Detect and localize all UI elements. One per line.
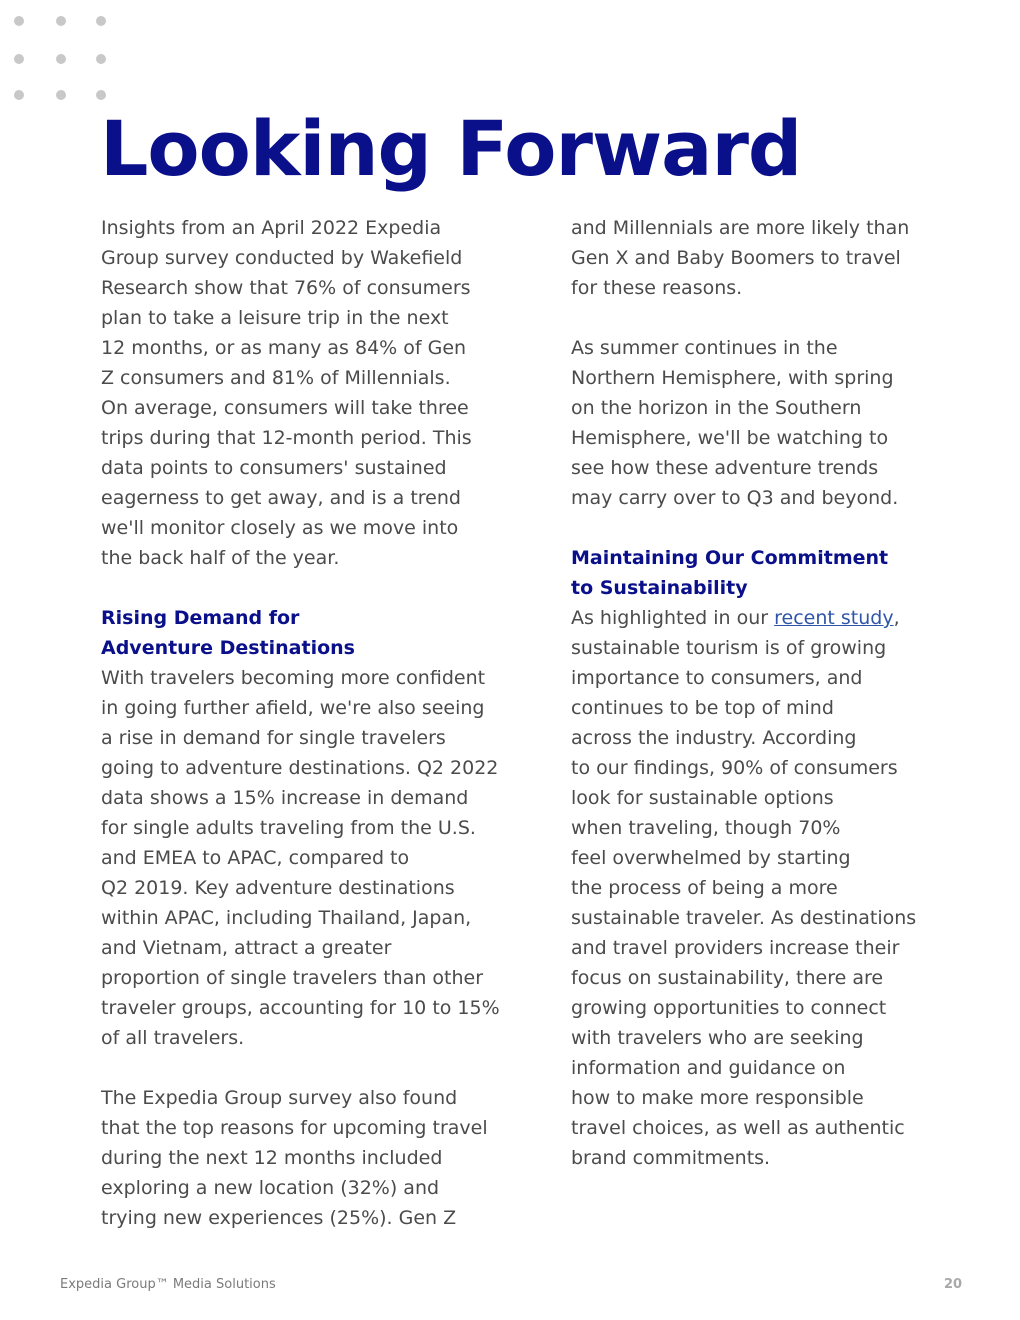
paragraph-spacer [101,1053,521,1083]
left-column [101,213,521,1233]
text-line: continues to be top of mind [571,697,834,719]
text-line: trying new experiences (25%). Gen Z [101,1207,457,1229]
text-line: may carry over to Q3 and beyond. [571,487,899,509]
text-line: to our findings, 90% of consumers [571,757,898,779]
right-column [571,213,931,1173]
continued-paragraph [571,213,931,303]
heading-line: Maintaining Our Commitment [571,547,889,569]
page-number: 20 [944,1277,963,1292]
text-line: Hemisphere, we'll be watching to [571,427,889,449]
text-line: for these reasons. [571,277,743,299]
paragraph-spacer [571,303,931,333]
section-heading-adventure [101,603,521,663]
dot-icon [14,54,24,64]
text-line: plan to take a leisure trip in the next [101,307,449,329]
text-line: and Millennials are more likely than [571,217,910,239]
text-line: data shows a 15% increase in demand [101,787,469,809]
text-line: we'll monitor closely as we move into [101,517,459,539]
text-line: proportion of single travelers than other [101,967,484,989]
text-line: information and guidance on [571,1057,846,1079]
intro-paragraph [101,213,521,573]
text-line: look for sustainable options [571,787,834,809]
text-line: in going further afield, we're also seeing [101,697,485,719]
text-line: data points to consumers' sustained [101,457,447,479]
decorative-dot-grid [14,16,114,106]
adventure-paragraph [101,663,521,1053]
text-line: within APAC, including Thailand, Japan, [101,907,472,929]
text-line: a rise in demand for single travelers [101,727,446,749]
text-line: Q2 2019. Key adventure destinations [101,877,455,899]
text-line: Insights from an April 2022 Expedia [101,217,442,239]
text-line: for single adults traveling from the U.S. [101,817,476,839]
dot-icon [96,16,106,26]
heading-line: Rising Demand for [101,607,300,629]
sustainability-paragraph [571,603,931,1173]
survey-paragraph [101,1083,521,1233]
text-line: Northern Hemisphere, with spring [571,367,894,389]
recent-study-link[interactable]: recent study [774,607,894,629]
paragraph-spacer [571,513,931,543]
text-line: Z consumers and 81% of Millennials. [101,367,451,389]
link-trailing-text: , [893,607,900,629]
text-line: traveler groups, accounting for 10 to 15% [101,997,500,1019]
text-line-with-link [571,603,931,633]
text-line: and travel providers increase their [571,937,900,959]
text-line: growing opportunities to connect [571,997,887,1019]
text-line: brand commitments. [571,1147,771,1169]
text-line: sustainable traveler. As destinations [571,907,917,929]
text-line: exploring a new location (32%) and [101,1177,440,1199]
text-line: focus on sustainability, there are [571,967,884,989]
heading-line: to Sustainability [571,577,748,599]
text-line: when traveling, though 70% [571,817,841,839]
text-line: that the top reasons for upcoming travel [101,1117,488,1139]
paragraph-spacer [101,573,521,603]
text-line: feel overwhelmed by starting [571,847,851,869]
text-line: the back half of the year. [101,547,340,569]
text-line: on the horizon in the Southern [571,397,862,419]
dot-icon [96,54,106,64]
text-line: and Vietnam, attract a greater [101,937,392,959]
text-line: On average, consumers will take three [101,397,469,419]
text-line: 12 months, or as many as 84% of Gen [101,337,467,359]
text-line: The Expedia Group survey also found [101,1087,458,1109]
text-line: during the next 12 months included [101,1147,443,1169]
text-line: of all travelers. [101,1027,245,1049]
dot-icon [56,16,66,26]
text-line: across the industry. According [571,727,857,749]
page-title: Looking Forward [100,104,802,193]
text-line: and EMEA to APAC, compared to [101,847,410,869]
text-line: Group survey conducted by Wakefield [101,247,463,269]
text-line: eagerness to get away, and is a trend [101,487,461,509]
dot-icon [56,54,66,64]
dot-icon [56,90,66,100]
text-line: going to adventure destinations. Q2 2022 [101,757,499,779]
text-line: Research show that 76% of consumers [101,277,471,299]
text-line: importance to consumers, and [571,667,863,689]
text-line: see how these adventure trends [571,457,879,479]
dot-icon [14,16,24,26]
text-line: Gen X and Baby Boomers to travel [571,247,901,269]
text-line: sustainable tourism is of growing [571,637,887,659]
footer-brand: Expedia Group™ Media Solutions [60,1277,276,1292]
heading-line: Adventure Destinations [101,637,355,659]
text-line: with travelers who are seeking [571,1027,864,1049]
text-line: With travelers becoming more confident [101,667,486,689]
dot-icon [14,90,24,100]
text-line: trips during that 12-month period. This [101,427,472,449]
summer-paragraph [571,333,931,513]
text-line: travel choices, as well as authentic [571,1117,905,1139]
link-lead-text: As highlighted in our [571,607,775,629]
text-line: the process of being a more [571,877,838,899]
text-line: As summer continues in the [571,337,838,359]
dot-icon [96,90,106,100]
section-heading-sustainability [571,543,931,603]
text-line: how to make more responsible [571,1087,864,1109]
